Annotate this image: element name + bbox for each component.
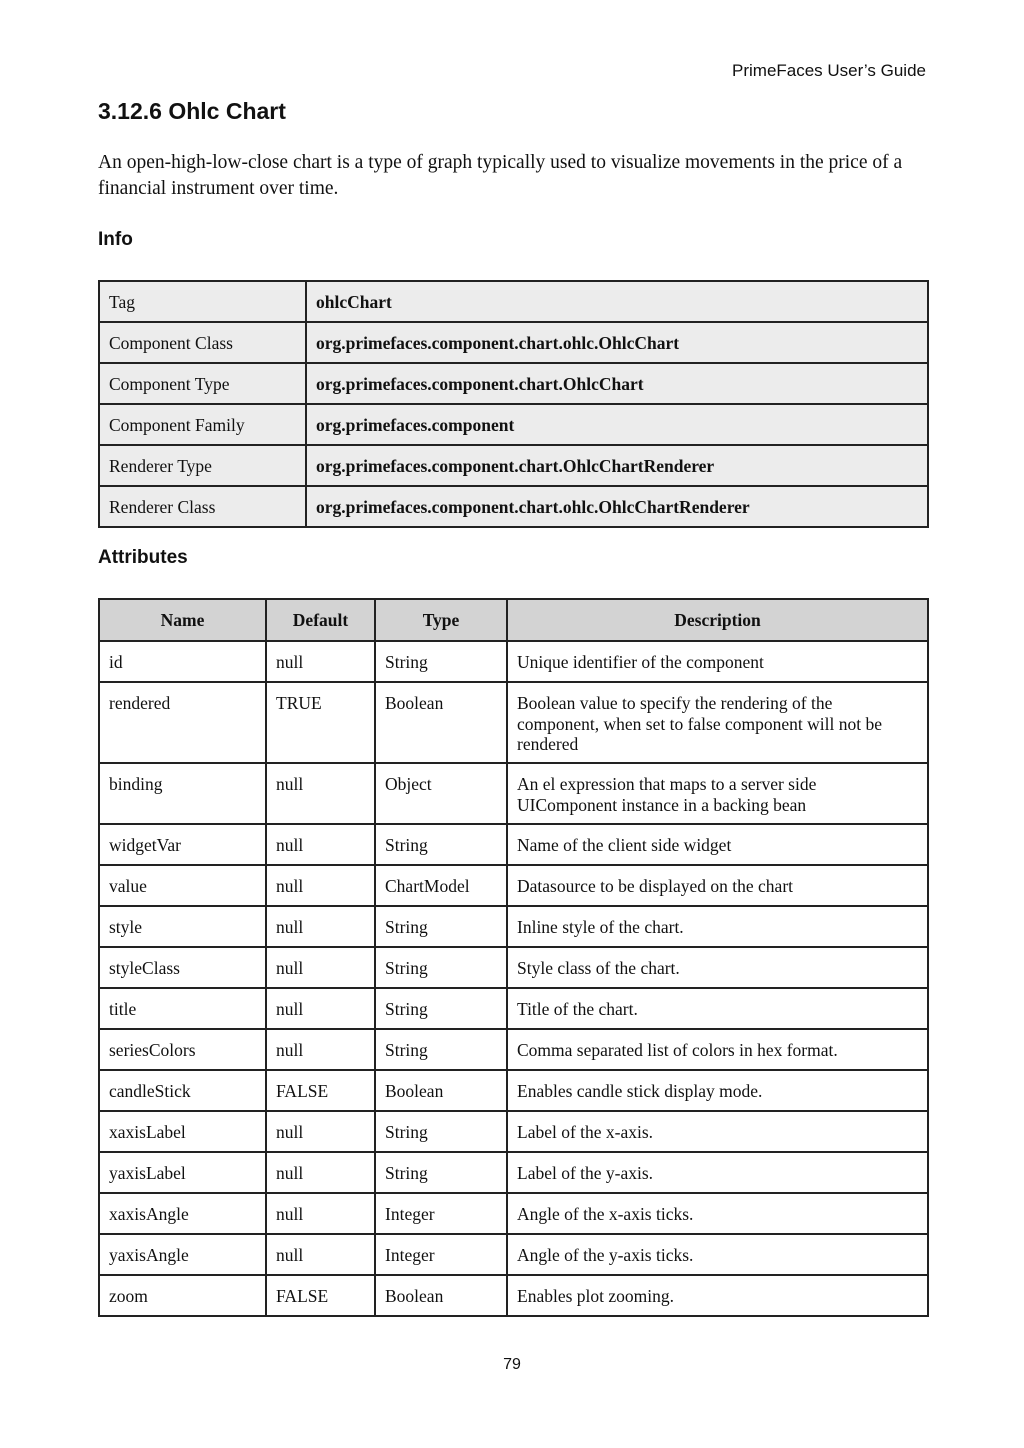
- attr-type: Object: [375, 763, 507, 824]
- attr-default: null: [266, 1234, 375, 1275]
- info-label: Component Type: [99, 363, 306, 404]
- table-row: [99, 1070, 928, 1111]
- column-header-type: Type: [375, 599, 507, 641]
- attr-type: ChartModel: [375, 865, 507, 906]
- table-row: [99, 1111, 928, 1152]
- table-row: [99, 1193, 928, 1234]
- column-header-default: Default: [266, 599, 375, 641]
- attributes-table: [98, 598, 929, 1317]
- attr-description: Comma separated list of colors in hex format.: [507, 1029, 928, 1070]
- attr-description: Unique identifier of the component: [507, 641, 928, 682]
- info-value: ohlcChart: [306, 281, 928, 322]
- attr-type: String: [375, 1111, 507, 1152]
- info-row-component-class: [99, 322, 928, 363]
- attr-default: FALSE: [266, 1275, 375, 1316]
- attr-name: value: [99, 865, 266, 906]
- table-row: [99, 1234, 928, 1275]
- attr-name: styleClass: [99, 947, 266, 988]
- attr-type: Boolean: [375, 1070, 507, 1111]
- attr-name: style: [99, 906, 266, 947]
- attr-default: null: [266, 641, 375, 682]
- column-header-name: Name: [99, 599, 266, 641]
- info-value: org.primefaces.component: [306, 404, 928, 445]
- attr-type: String: [375, 947, 507, 988]
- attr-type: Integer: [375, 1234, 507, 1275]
- attr-name: xaxisLabel: [99, 1111, 266, 1152]
- attr-name: candleStick: [99, 1070, 266, 1111]
- attr-default: null: [266, 1111, 375, 1152]
- attr-type: String: [375, 824, 507, 865]
- attr-default: null: [266, 763, 375, 824]
- attr-description: Enables plot zooming.: [507, 1275, 928, 1316]
- table-row: [99, 763, 928, 824]
- attr-description: Enables candle stick display mode.: [507, 1070, 928, 1111]
- attr-name: binding: [99, 763, 266, 824]
- attr-name: xaxisAngle: [99, 1193, 266, 1234]
- table-row: [99, 1152, 928, 1193]
- running-header: PrimeFaces User’s Guide: [732, 61, 926, 80]
- attr-name: yaxisLabel: [99, 1152, 266, 1193]
- attr-name: id: [99, 641, 266, 682]
- attr-type: Boolean: [375, 682, 507, 763]
- attr-type: String: [375, 1029, 507, 1070]
- attr-default: null: [266, 865, 375, 906]
- attr-name: seriesColors: [99, 1029, 266, 1070]
- attr-default: TRUE: [266, 682, 375, 763]
- info-label: Tag: [99, 281, 306, 322]
- info-value: org.primefaces.component.chart.ohlc.OhlcChart: [306, 322, 928, 363]
- attributes-heading: Attributes: [98, 547, 188, 568]
- attr-name: widgetVar: [99, 824, 266, 865]
- attr-description: Inline style of the chart.: [507, 906, 928, 947]
- table-row: [99, 682, 928, 763]
- attr-description: Datasource to be displayed on the chart: [507, 865, 928, 906]
- page-number: 79: [503, 1356, 521, 1373]
- info-row-renderer-type: [99, 445, 928, 486]
- attr-name: zoom: [99, 1275, 266, 1316]
- info-row-component-type: [99, 363, 928, 404]
- info-value: org.primefaces.component.chart.OhlcChartRenderer: [306, 445, 928, 486]
- attr-description: Label of the x-axis.: [507, 1111, 928, 1152]
- attr-description: Name of the client side widget: [507, 824, 928, 865]
- attr-type: String: [375, 906, 507, 947]
- attr-description: Boolean value to specify the rendering of the component, when set to false component will not be rendered: [507, 682, 928, 763]
- attr-type: Integer: [375, 1193, 507, 1234]
- info-label: Renderer Type: [99, 445, 306, 486]
- info-label: Component Family: [99, 404, 306, 445]
- attr-description: Label of the y-axis.: [507, 1152, 928, 1193]
- info-table: [98, 280, 929, 528]
- attr-name: title: [99, 988, 266, 1029]
- attr-description: Style class of the chart.: [507, 947, 928, 988]
- table-row: [99, 824, 928, 865]
- attr-default: null: [266, 906, 375, 947]
- attr-description: Angle of the y-axis ticks.: [507, 1234, 928, 1275]
- attr-type: String: [375, 988, 507, 1029]
- info-heading: Info: [98, 229, 133, 250]
- info-value: org.primefaces.component.chart.ohlc.OhlcChartRenderer: [306, 486, 928, 527]
- attributes-header-row: [99, 599, 928, 641]
- info-row-renderer-class: [99, 486, 928, 527]
- attr-default: null: [266, 988, 375, 1029]
- table-row: [99, 988, 928, 1029]
- table-row: [99, 1029, 928, 1070]
- attr-name: rendered: [99, 682, 266, 763]
- info-label: Component Class: [99, 322, 306, 363]
- table-row: [99, 947, 928, 988]
- attr-default: FALSE: [266, 1070, 375, 1111]
- attr-type: String: [375, 1152, 507, 1193]
- attr-default: null: [266, 1193, 375, 1234]
- table-row: [99, 906, 928, 947]
- column-header-description: Description: [507, 599, 928, 641]
- table-row: [99, 1275, 928, 1316]
- info-label: Renderer Class: [99, 486, 306, 527]
- attr-default: null: [266, 1029, 375, 1070]
- attr-description: Angle of the x-axis ticks.: [507, 1193, 928, 1234]
- table-row: [99, 865, 928, 906]
- attr-description: Title of the chart.: [507, 988, 928, 1029]
- info-row-tag: [99, 281, 928, 322]
- section-title: 3.12.6 Ohlc Chart: [98, 98, 286, 124]
- attr-default: null: [266, 824, 375, 865]
- table-row: [99, 641, 928, 682]
- attr-name: yaxisAngle: [99, 1234, 266, 1275]
- attr-type: Boolean: [375, 1275, 507, 1316]
- intro-paragraph: An open-high-low-close chart is a type of graph typically used to visualize movements in the price of a financial instrument over time.: [98, 152, 903, 199]
- attr-default: null: [266, 947, 375, 988]
- attr-default: null: [266, 1152, 375, 1193]
- attr-description: An el expression that maps to a server side UIComponent instance in a backing bean: [507, 763, 928, 824]
- info-value: org.primefaces.component.chart.OhlcChart: [306, 363, 928, 404]
- info-row-component-family: [99, 404, 928, 445]
- attr-type: String: [375, 641, 507, 682]
